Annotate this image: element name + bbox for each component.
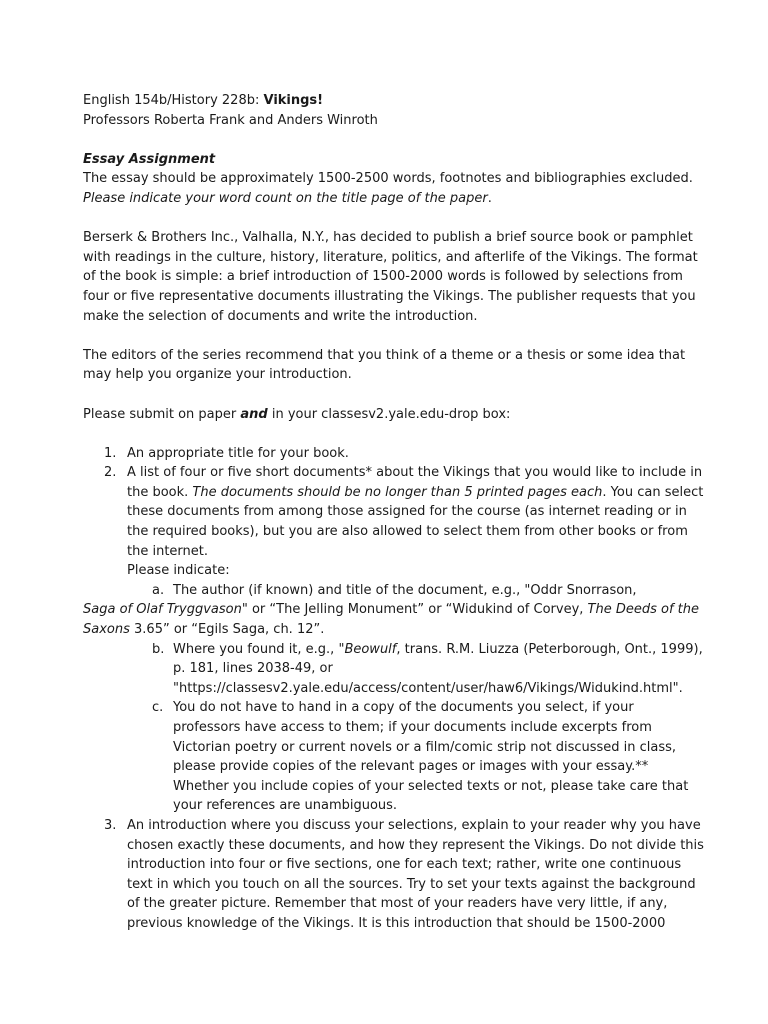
- sub-letter: b.: [152, 641, 165, 657]
- list-item-2: 2. A list of four or five short documents* about the Vikings that you would like to include in the book. The documents should be no longer than 5 printed pages each. You can select these documents from among those assigned for the course (as internet reading or in the required books), but you are also allowed to select them from other books or from the internet. Please indicate:: [104, 465, 704, 579]
- sub-letter: a.: [152, 582, 165, 598]
- sub-item-b: b. Where you found it, e.g., "Beowulf, trans. R.M. Liuzza (Peterborough, Ont., 1999), p. 181, lines 2038-49, or "https://classesv2.yale.edu/access/content/user/haw6/Vikings/Widukind.html".: [83, 640, 703, 699]
- paragraph-line: Berserk & Brothers Inc., Valhalla, N.Y., has decided to publish a brief source book or pamphlet: [83, 230, 693, 246]
- submit-instruction: Please submit on paper and in your classesv2.yale.edu-drop box:: [83, 406, 511, 422]
- editors-paragraph: [83, 346, 703, 385]
- word-count-note: Please indicate your word count on the title page of the paper.: [83, 190, 492, 206]
- list-number: 3.: [104, 817, 117, 833]
- paragraph-line: The editors of the series recommend that you think of a theme or a thesis or some idea that: [83, 347, 686, 363]
- list-number: 2.: [104, 465, 117, 481]
- course-title-line: [83, 91, 703, 111]
- sub-letter: c.: [152, 700, 164, 716]
- paragraph-line: of the book is simple: a brief introduction of 1500-2000 words is followed by selections from: [83, 269, 683, 285]
- course-prefix: English 154b/History 228b:: [83, 93, 264, 108]
- length-requirement: The essay should be approximately 1500-2500 words, footnotes and bibliographies excluded.: [83, 171, 693, 187]
- list-item-1: 1. An appropriate title for your book.: [83, 444, 703, 464]
- spacer: [83, 130, 703, 150]
- professors-line: Professors Roberta Frank and Anders Winroth: [83, 112, 378, 128]
- assignment-heading: Essay Assignment: [83, 151, 216, 167]
- paragraph-line: make the selection of documents and write the introduction.: [83, 308, 478, 324]
- paragraph-line: four or five representative documents illustrating the Vikings. The publisher requests that you: [83, 288, 696, 304]
- spacer: [83, 209, 703, 229]
- list-number: 1.: [104, 445, 117, 461]
- course-title: Vikings!: [263, 93, 324, 108]
- document-page: [83, 91, 703, 934]
- example-url: "https://classesv2.yale.edu/access/content/user/haw6/Vikings/Widukind.html".: [173, 680, 683, 696]
- spacer: [83, 326, 703, 346]
- paragraph-line: with readings in the culture, history, literature, politics, and afterlife of the Vikings. The format: [83, 249, 698, 265]
- intro-paragraph: [83, 228, 703, 326]
- sub-item-c: c. You do not have to hand in a copy of the documents you select, if your professors have access to them; if your documents include excerpts from Victorian poetry or current novels or a film/comic strip not discussed in class, please provide copies of the relevant pages or images with your essay.** Whether you include copies of your selected texts or not, please take care that your references are unambiguous.: [152, 700, 689, 814]
- sub-item-a: a. The author (if known) and title of the document, e.g., "Oddr Snorrason, Saga of Olaf Tryggvason" or “The Jelling Monument” or “Widukind of Corvey, The Deeds of the Saxons 3.65” or “Egils Saga, ch. 12”.: [83, 582, 700, 638]
- spacer: [83, 424, 703, 444]
- list-item-3: 3. An introduction where you discuss your selections, explain to your reader why you have chosen exactly these documents, and how they represent the Vikings. Do not divide this introduction into four or five sections, one for each text; rather, write one continuous text in which you touch on all the sources. Try to set your texts against the background of the greater picture. Remember that most of your readers have very little, if any, previous knowledge of the Vikings. It is this introduction that should be 1500-2000: [104, 817, 704, 931]
- paragraph-line: may help you organize your introduction.: [83, 367, 352, 383]
- spacer: [83, 385, 703, 405]
